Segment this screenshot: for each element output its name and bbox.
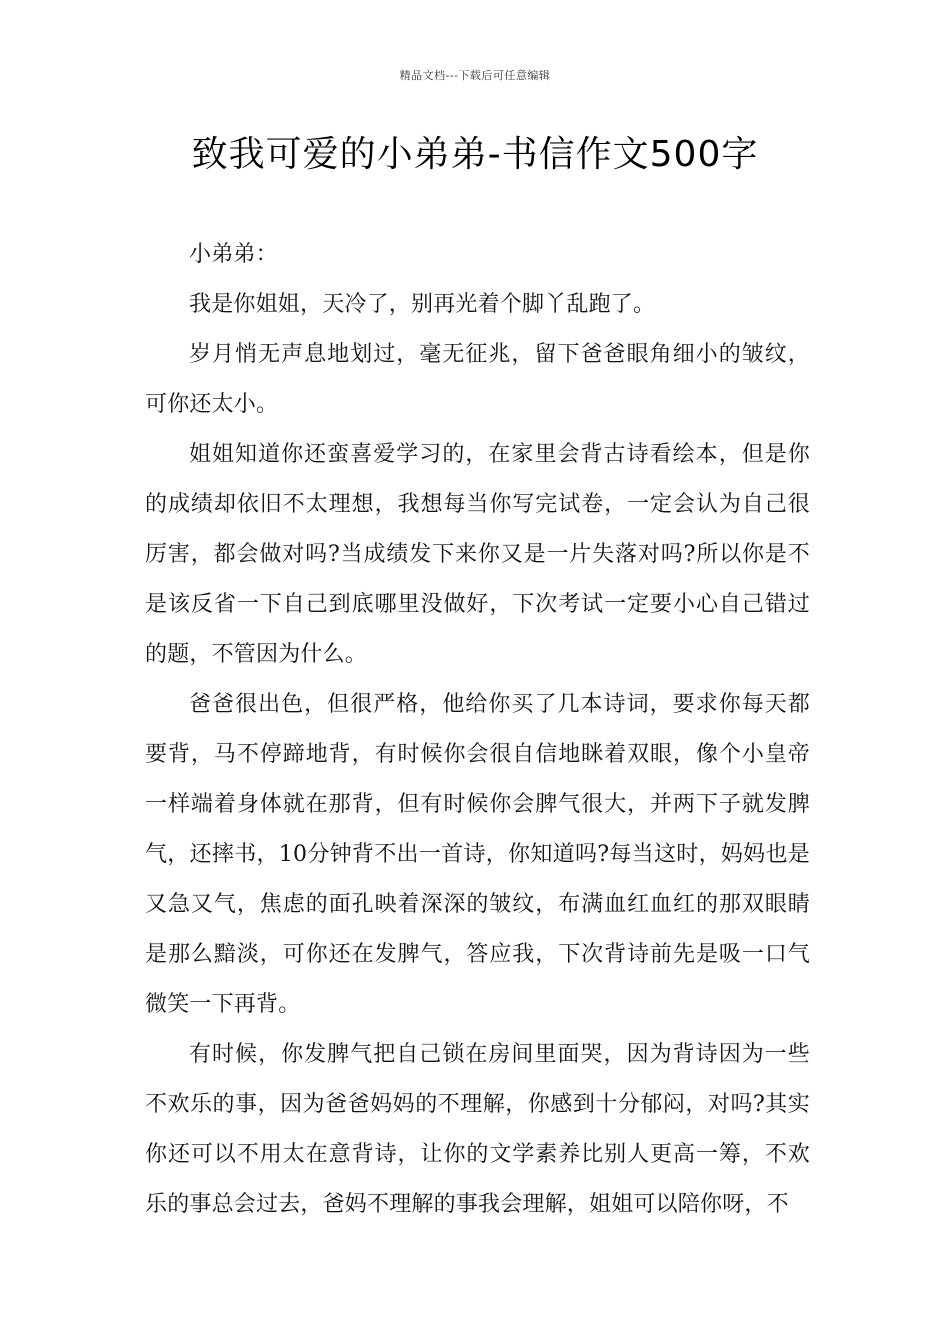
paragraph: 有时候，你发脾气把自己锁在房间里面哭，因为背诗因为一些不欢乐的事，因为爸爸妈妈的不理解，你感到十分郁闷，对吗?其实你还可以不用太在意背诗，让你的文学素养比别人更高一筹，不欢乐的事总会过去，爸妈不理解的事我会理解，姐姐可以陪你呀，不 [145, 1042, 810, 1217]
paragraph: 姐姐知道你还蛮喜爱学习的，在家里会背古诗看绘本，但是你的成绩却依旧不太理想，我想每当你写完试卷，一定会认为自己很厉害，都会做对吗?当成绩发下来你又是一片失落对吗?所以你是不是该反省一下自己到底哪里没做好，下次考试一定要小心自己错过的题，不管因为什么。 [145, 442, 810, 667]
letter-body [145, 230, 810, 1230]
header-note: 精品文档---下载后可任意编辑 [399, 69, 551, 82]
salutation: 小弟弟： [189, 242, 278, 267]
paragraph: 岁月悄无声息地划过，毫无征兆，留下爸爸眼角细小的皱纹，可你还太小。 [145, 342, 810, 417]
paragraph: 爸爸很出色，但很严格，他给你买了几本诗词，要求你每天都要背，马不停蹄地背，有时候你会很自信地眯着双眼，像个小皇帝一样端着身体就在那背，但有时候你会脾气很大，并两下子就发脾气，还摔书，10分钟背不出一首诗，你知道吗?每当这时，妈妈也是又急又气，焦虑的面孔映着深深的皱纹，布满血红血红的那双眼睛是那么黯淡，可你还在发脾气，答应我，下次背诗前先是吸一口气微笑一下再背。 [145, 692, 810, 1017]
paragraph: 我是你姐姐，天冷了，别再光着个脚丫乱跑了。 [189, 292, 656, 317]
document-title: 致我可爱的小弟弟-书信作文500字 [191, 134, 759, 175]
